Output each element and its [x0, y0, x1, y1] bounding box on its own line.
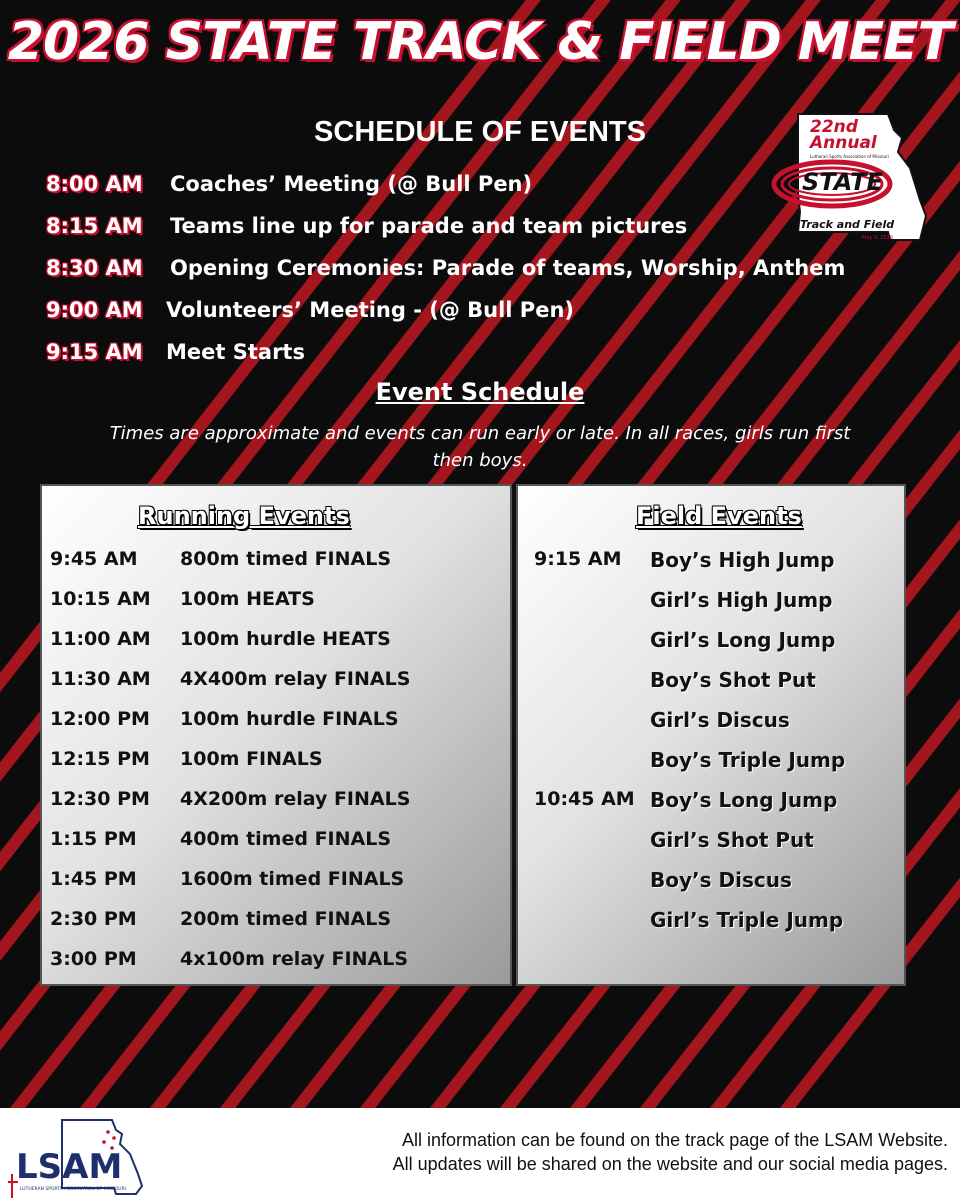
- badge-event: Track and Field: [800, 218, 895, 231]
- field-event-name: Boy’s High Jump: [650, 548, 835, 572]
- field-event-name: Girl’s Discus: [650, 708, 790, 732]
- schedule-text: Meet Starts: [166, 340, 305, 364]
- field-event-name: Boy’s Shot Put: [650, 668, 816, 692]
- running-event-row: [42, 548, 510, 584]
- schedule-time: 8:30 AM: [46, 256, 143, 280]
- logo-subtext: LUTHERAN SPORTS ASSOCIATION OF MISSOURI: [20, 1187, 127, 1192]
- running-event-name: 200m timed FINALS: [180, 908, 392, 930]
- page-title: 2026 STATE TRACK & FIELD MEET: [7, 12, 953, 72]
- running-event-time: 10:15 AM: [50, 588, 151, 610]
- field-event-name: Boy’s Long Jump: [650, 788, 838, 812]
- running-event-time: 2:30 PM: [50, 908, 137, 930]
- running-event-row: [42, 908, 510, 944]
- running-event-time: 11:00 AM: [50, 628, 151, 650]
- running-events-panel: [40, 484, 512, 986]
- schedule-time: 9:15 AM: [46, 340, 143, 364]
- schedule-time: 8:15 AM: [46, 214, 143, 238]
- field-events-title: Field Events: [636, 502, 802, 530]
- footer-line-2: All updates will be shared on the website and our social media pages.: [392, 1154, 948, 1174]
- field-event-row: [518, 868, 904, 904]
- running-event-time: 1:45 PM: [50, 868, 137, 890]
- field-event-row: [518, 908, 904, 944]
- field-event-name: Girl’s Shot Put: [650, 828, 814, 852]
- state-meet-badge: [770, 108, 950, 248]
- running-event-time: 12:15 PM: [50, 748, 150, 770]
- badge-annual: Annual: [810, 133, 877, 153]
- field-event-row: [518, 668, 904, 704]
- field-event-name: Girl’s High Jump: [650, 588, 833, 612]
- schedule-text: Volunteers’ Meeting - (@ Bull Pen): [166, 298, 574, 322]
- field-event-time: 9:15 AM: [534, 548, 622, 570]
- event-schedule-note: Times are approximate and events can run early or late. In all races, girls run first then boys.: [109, 423, 851, 471]
- schedule-text: Opening Ceremonies: Parade of teams, Worship, Anthem: [170, 256, 846, 280]
- schedule-text: Coaches’ Meeting (@ Bull Pen): [170, 172, 533, 196]
- running-event-row: [42, 588, 510, 624]
- running-event-name: 100m hurdle FINALS: [180, 708, 399, 730]
- running-event-row: [42, 788, 510, 824]
- running-event-row: [42, 868, 510, 904]
- badge-22nd: 22nd: [810, 117, 858, 137]
- running-event-time: 1:15 PM: [50, 828, 137, 850]
- running-event-row: [42, 628, 510, 664]
- running-event-name: 1600m timed FINALS: [180, 868, 405, 890]
- running-event-time: 9:45 AM: [50, 548, 138, 570]
- field-event-row: [518, 628, 904, 664]
- running-event-name: 4x100m relay FINALS: [180, 948, 408, 970]
- running-event-name: 100m FINALS: [180, 748, 323, 770]
- schedule-subtitle: SCHEDULE OF EVENTS: [314, 116, 646, 148]
- field-event-row: [518, 828, 904, 864]
- running-event-row: [42, 948, 510, 984]
- running-event-name: 4X200m relay FINALS: [180, 788, 411, 810]
- field-event-row: [518, 708, 904, 744]
- field-event-name: Boy’s Triple Jump: [650, 748, 846, 772]
- footer-line-1: All information can be found on the track page of the LSAM Website.: [402, 1130, 948, 1150]
- running-event-name: 4X400m relay FINALS: [180, 668, 411, 690]
- field-event-row: [518, 588, 904, 624]
- running-event-name: 400m timed FINALS: [180, 828, 392, 850]
- field-event-name: Boy’s Discus: [650, 868, 792, 892]
- running-event-row: [42, 668, 510, 704]
- running-event-time: 11:30 AM: [50, 668, 151, 690]
- schedule-text: Teams line up for parade and team pictures: [170, 214, 688, 238]
- running-event-name: 100m hurdle HEATS: [180, 628, 391, 650]
- schedule-time: 8:00 AM: [46, 172, 143, 196]
- schedule-time: 9:00 AM: [46, 298, 143, 322]
- badge-org: Lutheran Sports Association of Missouri: [810, 154, 889, 159]
- logo-text: LSAM: [16, 1147, 123, 1187]
- field-event-time: 10:45 AM: [534, 788, 635, 810]
- field-event-row: [518, 548, 904, 584]
- footer: [0, 1108, 960, 1200]
- running-event-row: [42, 708, 510, 744]
- running-event-name: 800m timed FINALS: [180, 548, 392, 570]
- field-events-panel: [516, 484, 906, 986]
- running-event-time: 12:00 PM: [50, 708, 150, 730]
- footer-info: [393, 1128, 948, 1176]
- running-event-row: [42, 828, 510, 864]
- badge-date: May 9, 2026: [862, 235, 894, 241]
- running-events-title: Running Events: [138, 502, 350, 530]
- field-event-name: Girl’s Long Jump: [650, 628, 836, 652]
- event-schedule-heading: Event Schedule: [375, 378, 585, 406]
- running-event-time: 3:00 PM: [50, 948, 137, 970]
- field-event-row: [518, 788, 904, 824]
- field-event-row: [518, 748, 904, 784]
- lsam-logo: [8, 1116, 158, 1198]
- running-event-time: 12:30 PM: [50, 788, 150, 810]
- badge-state: STATE: [802, 168, 883, 196]
- running-event-row: [42, 748, 510, 784]
- running-event-name: 100m HEATS: [180, 588, 315, 610]
- field-event-name: Girl’s Triple Jump: [650, 908, 844, 932]
